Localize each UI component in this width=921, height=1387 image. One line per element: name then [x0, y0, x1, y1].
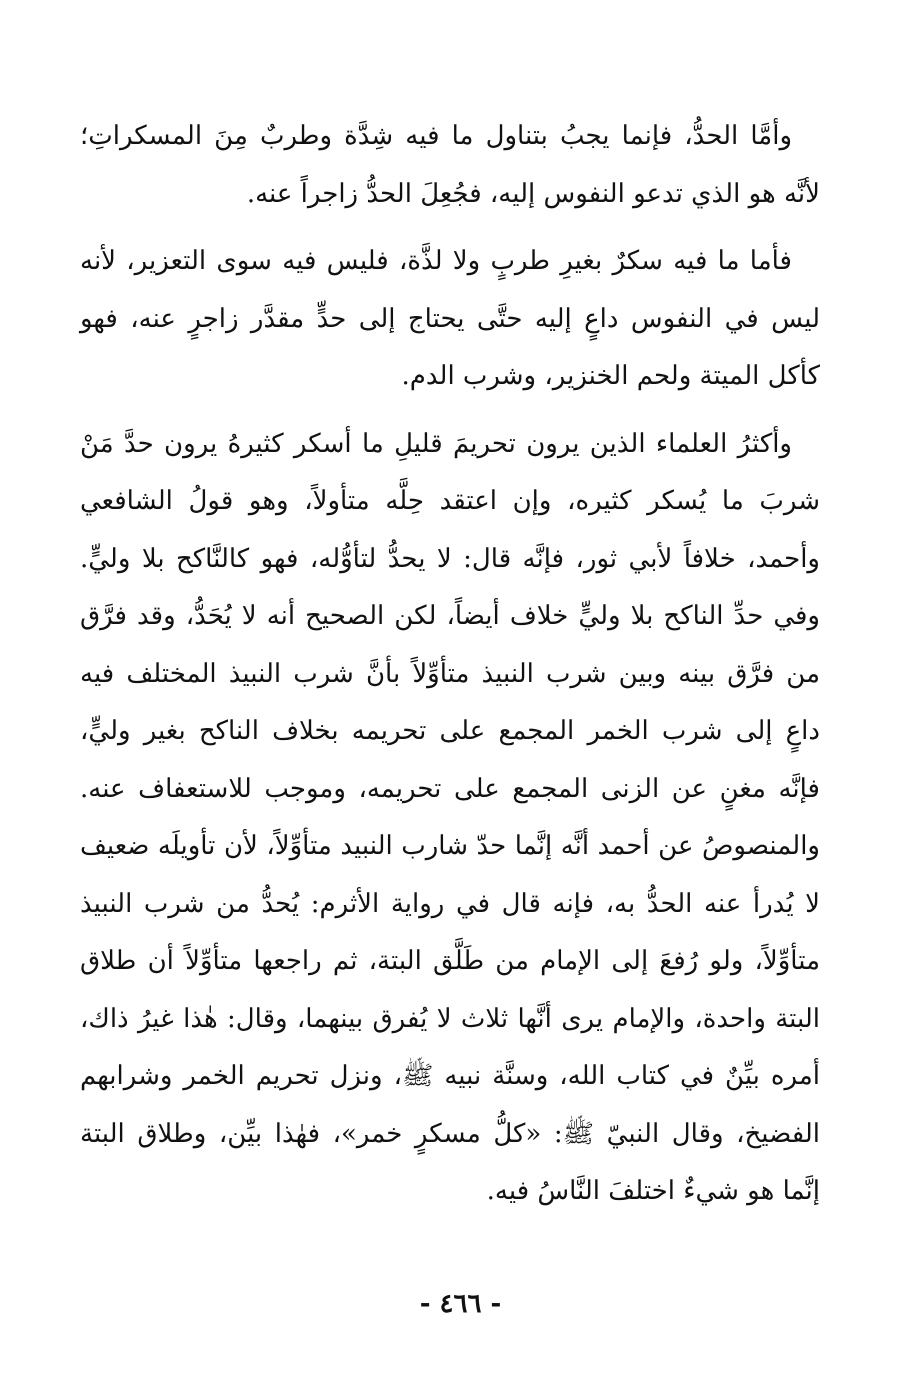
page-number: - ٤٦٦ - [419, 1289, 502, 1319]
paragraph-2: فأما ما فيه سكرٌ بغيرِ طربٍ ولا لذَّة، فليس فيه سوى التعزير، لأنه ليس في النفوس داعٍ إليه حتَّى يحتاج إلى حدٍّ مقدَّر زاجرٍ عنه، فهو كأكل الميتة ولحم الخنزير، وشرب الدم. [80, 246, 820, 391]
paragraph-1: وأمَّا الحدُّ، فإنما يجبُ بتناول ما فيه شِدَّة وطربٌ مِنَ المسكراتِ؛ لأنَّه هو الذي تدعو النفوس إليه، فجُعِلَ الحدُّ زاجراً عنه. [80, 121, 820, 209]
paragraph-3: وأكثرُ العلماء الذين يرون تحريمَ قليلِ ما أسكر كثيرهُ يرون حدَّ مَنْ شربَ ما يُسكر كثيره، وإن اعتقد حِلَّه متأولاً، وهو قولُ الشافعي وأحمد، خلافاً لأبي ثور، فإنَّه قال: لا يحدُّ لتأوُّله، فهو كالنَّاكح بلا وليٍّ. وفي حدِّ الناكح بلا وليٍّ خلاف أيضاً، لكن الصحيح أنه لا يُحَدُّ، وقد فرَّق من فرَّق بينه وبين شرب النبيذ متأوِّلاً بأنَّ شرب النبيذ المختلف فيه داعٍ إلى شرب الخمر المجمع على تحريمه بخلاف الناكح بغير وليٍّ، فإنَّه مغنٍ عن الزنى المجمع على تحريمه، وموجب للاستعفاف عنه. والمنصوصُ عن أحمد أنَّه إنَّما حدّ شارب النبيد متأوِّلاً، لأن تأويلَه ضعيف لا يُدرأ عنه الحدُّ به، فإنه قال في رواية الأثرم: يُحدُّ من شرب النبيذ متأوِّلاً، ولو رُفعَ إلى الإمام من طَلَّق البتة، ثم راجعها متأوِّلاً أن طلاق البتة واحدة، والإمام يرى أنَّها ثلاث لا يُفرق بينهما، وقال: هٰذا غيرُ ذاك، أمره بيِّنٌ في كتاب الله، وسنَّة نبيه ﷺ، ونزل تحريم الخمر وشرابهم الفضيخ، وقال النبيّ ﷺ: «كلُّ مسكرٍ خمر»، فهٰذا بيِّن، وطلاق البتة إنَّما هو شيءٌ اختلفَ النَّاسُ فيه. [80, 428, 820, 1206]
page-body [80, 108, 820, 1221]
